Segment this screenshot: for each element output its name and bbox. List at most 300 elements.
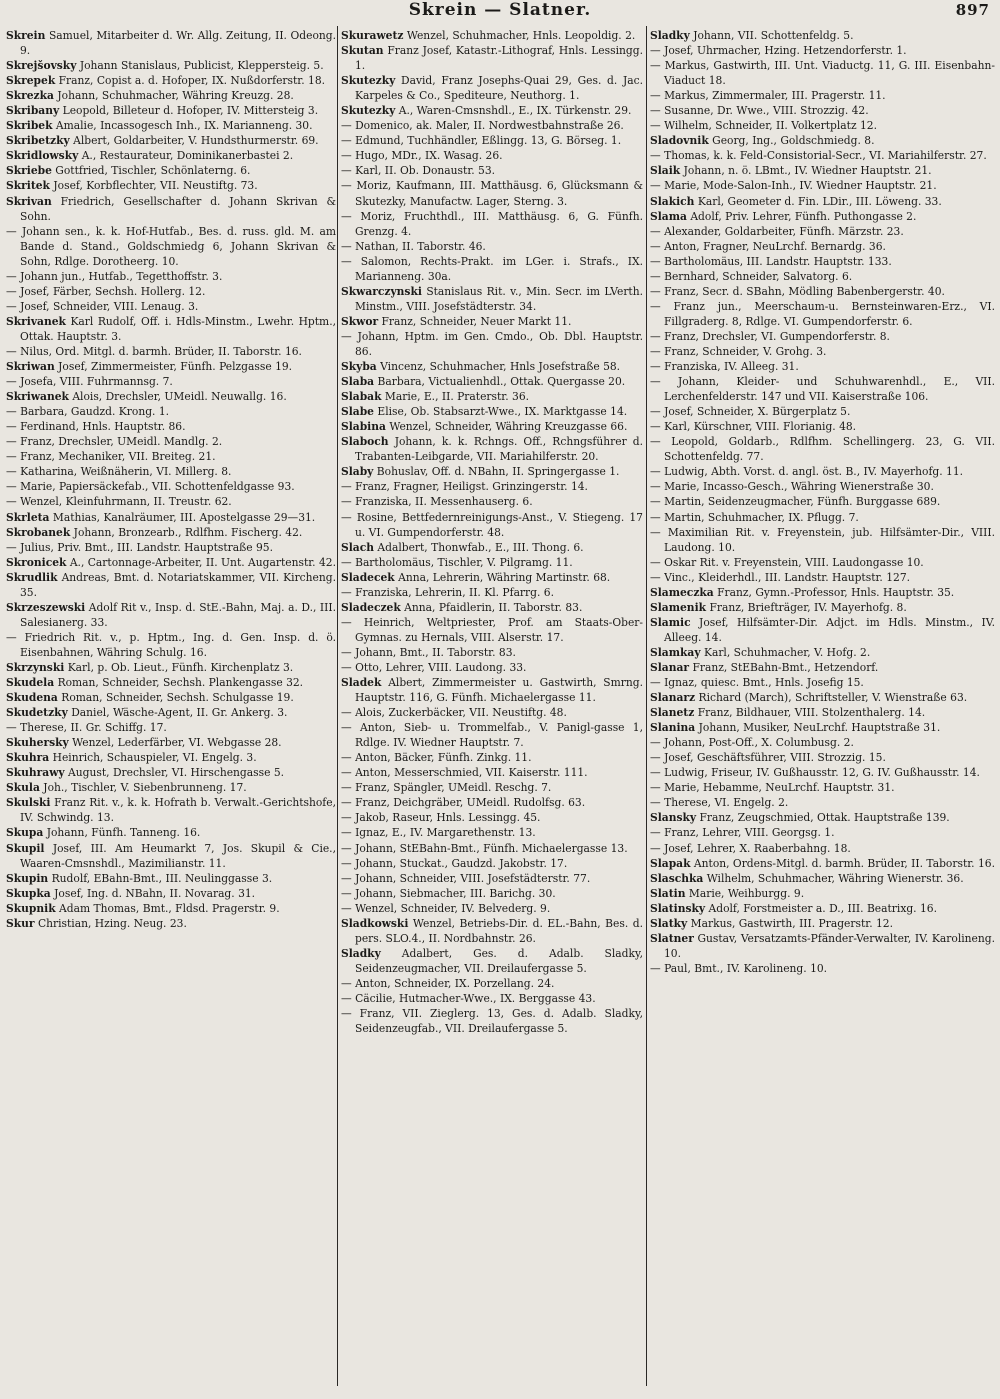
directory-entry [341,103,643,118]
directory-entry [650,570,995,585]
entry-details: Karl, Schuhmacher, V. Hofg. 2. [703,645,871,659]
directory-entry [341,239,643,254]
entry-details: — Bartholomäus, Tischler, V. Pilgramg. 11. [341,555,573,569]
entry-details: Franz, Zeugschmied, Ottak. Hauptstraße 139. [699,811,950,825]
entry-details: — Friedrich Rit. v., p. Hptm., Ing. d. Gen. Insp. d. ö. Eisenbahnen, Währing Schulg. 16. [6,630,336,659]
entry-details: Franz Josef, Katastr.-Lithograf, Hnls. Lessingg. 1. [355,44,643,73]
entry-details: Christian, Hzing. Neug. 23. [37,916,187,930]
directory-entry [650,886,995,901]
directory-entry [341,254,643,284]
entry-surname: Skrein [6,29,46,42]
directory-entry [6,871,336,886]
entry-details: Richard (March), Schriftsteller, V. Wienstraße 63. [698,691,968,705]
directory-entry [6,58,336,73]
directory-entry [650,329,995,344]
entry-surname: Skriebe [6,164,52,178]
entry-details: — Marie, Hebamme, NeuLrchf. Hauptstr. 31. [650,781,895,795]
entry-surname: Slama [650,209,687,223]
entry-details: Franz, StEBahn-Bmt., Hetzendorf. [692,660,879,674]
entry-details: — Franz, Mechaniker, VII. Breiteg. 21. [6,450,216,464]
directory-entry [341,464,643,479]
directory-entry [6,555,336,570]
directory-entry [6,118,336,133]
directory-entry [6,314,336,344]
entry-surname: Skuhrawy [6,766,65,780]
entry-surname: Slatky [650,916,688,930]
entry-surname: Skula [6,781,40,795]
directory-entry [6,434,336,449]
directory-entry [650,299,995,329]
entry-details: Bohuslav, Off. d. NBahn, II. Springergasse 1. [376,465,620,479]
directory-entry [650,615,995,645]
directory-entry [341,434,643,464]
entry-surname: Skudetzky [6,706,68,720]
entry-details: Adolf Rit v., Insp. d. StE.-Bahn, Maj. a. D., III. Salesianerg. 33. [20,600,336,629]
directory-entry [341,178,643,208]
entry-details: — Thomas, k. k. Feld-Consistorial-Secr., VI. Mariahilferstr. 27. [650,149,987,163]
directory-entry [6,88,336,103]
directory-entry [650,735,995,750]
entry-surname: Slaby [341,465,374,479]
entry-details: Johann, VII. Schottenfeldg. 5. [693,29,854,42]
directory-entry [650,163,995,178]
entry-details: — Anton, Bäcker, Fünfh. Zinkg. 11. [341,751,532,765]
entry-details: — Johann, Kleider- und Schuhwarenhdl., E., VII. Lerchenfelderstr. 147 und VII. Kaiserstraße 106. [650,375,995,404]
directory-entry [341,28,643,43]
directory-entry [650,404,995,419]
directory-entry [341,810,643,825]
entry-surname: Slanetz [650,706,695,720]
entry-surname: Skribetzky [6,134,70,148]
entry-details: Johann, Bronzearb., Rdlfhm. Fischerg. 42. [73,525,303,539]
directory-entry [341,991,643,1006]
entry-details: Johann Stanislaus, Publicist, Kleppersteig. 5. [79,59,324,73]
entry-details: — Anton, Messerschmied, VII. Kaiserstr. 111. [341,766,588,780]
entry-details: — Marie, Papiersäckefab., VII. Schottenfeldgasse 93. [6,480,295,494]
entry-details: — Moriz, Fruchthdl., III. Matthäusg. 6, G. Fünfh. Grenzg. 4. [341,209,643,238]
entry-surname: Skyba [341,360,377,374]
entry-details: Anna, Lehrerin, Währing Martinstr. 68. [398,570,611,584]
entry-surname: Slamkay [650,645,701,659]
directory-entry [341,479,643,494]
entry-surname: Skrejšovsky [6,59,77,73]
entry-details: — Jakob, Raseur, Hnls. Lessingg. 45. [341,811,541,825]
directory-entry [650,103,995,118]
directory-entry [341,314,643,329]
entry-details: Josef, Ing. d. NBahn, II. Novarag. 31. [54,886,256,900]
entry-details: Marie, E., II. Praterstr. 36. [384,390,530,404]
entry-details: Elise, Ob. Stabsarzt-Wwe., IX. Marktgasse 14. [377,405,628,419]
entry-details: — Josef, Lehrer, X. Raaberbahng. 18. [650,841,851,855]
entry-details: Adalbert, Thonwfab., E., III. Thong. 6. [377,540,584,554]
entry-details: — Nathan, II. Taborstr. 46. [341,239,486,253]
directory-entry [341,510,643,540]
directory-entry [650,224,995,239]
directory-entry [341,284,643,314]
entry-surname: Skrzeszewski [6,600,86,614]
directory-entry [341,871,643,886]
directory-entry [650,585,995,600]
entry-details: — Franz jun., Meerschaum-u. Bernsteinwaren-Erz., VI. Fillgraderg. 8, Rdlge. VI. Gumpendorferstr. 6. [650,299,995,328]
column-rule [646,26,647,1386]
directory-entry [650,510,995,525]
entry-surname: Skudena [6,691,58,705]
entry-surname: Skriwan [6,360,55,374]
directory-entry [6,419,336,434]
entry-details: — Johann, Schneider, VIII. Josefstädterstr. 77. [341,871,591,885]
entry-details: — Wenzel, Schneider, IV. Belvederg. 9. [341,901,551,915]
directory-entry [6,705,336,720]
directory-entry [6,690,336,705]
directory-entry [341,976,643,991]
entry-details: — Ignaz, quiesc. Bmt., Hnls. Josefig 15. [650,676,864,690]
entry-surname: Slaboch [341,435,389,449]
directory-entry [341,148,643,163]
entry-details: August, Drechsler, VI. Hirschengasse 5. [68,766,285,780]
directory-entry [650,254,995,269]
entry-details: Franz, Briefträger, IV. Mayerhofg. 8. [709,600,907,614]
entry-details: Wenzel, Schneider, Währing Kreuzgasse 66. [389,420,628,434]
entry-details: — Franz, Secr. d. SBahn, Mödling Babenbergerstr. 40. [650,284,945,298]
entry-surname: Skrivan [6,194,52,208]
entry-surname: Skrleta [6,510,50,524]
directory-entry [650,434,995,464]
page-number: 897 [955,1,990,19]
entry-details: Joh., Tischler, V. Siebenbrunneng. 17. [43,781,247,795]
directory-entry [650,344,995,359]
directory-entry [341,163,643,178]
directory-entry [341,540,643,555]
entry-surname: Skuhra [6,751,50,765]
directory-column-3 [650,28,995,1392]
directory-entry [650,750,995,765]
directory-entry [6,600,336,630]
entry-details: — Ludwig, Friseur, IV. Gußhausstr. 12, G. IV. Gußhausstr. 14. [650,766,980,780]
directory-entry [6,886,336,901]
entry-details: — Johann sen., k. k. Hof-Hutfab., Bes. d. russ. gld. M. am Bande d. Stand., Goldschmiedg 6, Johann Skrivan & Sohn, Rdlge. Dorotheerg. 10. [6,224,336,268]
entry-details: A., Cartonnage-Arbeiter, II. Unt. Augartenstr. 42. [69,555,336,569]
directory-entry [650,780,995,795]
directory-entry [650,765,995,780]
entry-details: — Franz, Drechsler, VI. Gumpendorferstr. 8. [650,329,890,343]
directory-entry [650,479,995,494]
entry-details: Roman, Schneider, Sechsh. Schulgasse 19. [61,691,294,705]
directory-entry [650,901,995,916]
directory-entry [6,449,336,464]
entry-surname: Skrzynski [6,660,65,674]
directory-entry [341,374,643,389]
entry-details: — Josef, Uhrmacher, Hzing. Hetzendorferstr. 1. [650,44,907,58]
directory-entry [6,344,336,359]
directory-entry [650,209,995,224]
directory-entry [341,494,643,509]
entry-details: — Nilus, Ord. Mitgl. d. barmh. Brüder, II. Taborstr. 16. [6,344,302,358]
entry-details: Barbara, Victualienhdl., Ottak. Quergasse 20. [377,375,626,389]
entry-surname: Skridlowsky [6,149,79,163]
entry-surname: Slabina [341,420,386,434]
entry-details: Josef, Korbflechter, VII. Neustiftg. 73. [53,179,258,193]
directory-entry [341,795,643,810]
entry-surname: Skupin [6,871,49,885]
entry-details: — Wenzel, Kleinfuhrmann, II. Treustr. 62. [6,495,232,509]
directory-entry [6,299,336,314]
directory-entry [650,645,995,660]
entry-details: — Martin, Seidenzeugmacher, Fünfh. Burggasse 689. [650,495,941,509]
directory-entry [650,374,995,404]
entry-surname: Skulski [6,796,51,810]
entry-details: — Franz, Fragner, Heiligst. Grinzingerstr. 14. [341,480,588,494]
directory-entry [650,133,995,148]
entry-details: — Johann, Bmt., II. Taborstr. 83. [341,645,516,659]
directory-entry [341,660,643,675]
entry-details: Josef, III. Am Heumarkt 7, Jos. Skupil & Cie., Waaren-Cmsnshdl., Mazimilianstr. 11. [20,841,336,870]
directory-entry [650,359,995,374]
directory-entry [6,133,336,148]
entry-details: — Alois, Zuckerbäcker, VII. Neustiftg. 48. [341,706,567,720]
entry-details: Josef, Hilfsämter-Dir. Adjct. im Hdls. Minstm., IV. Alleeg. 14. [664,615,995,644]
entry-details: — Katharina, Weißnäherin, VI. Millerg. 8. [6,465,232,479]
directory-entry [341,133,643,148]
entry-surname: Skriwanek [6,390,69,404]
entry-details: — Karl, Kürschner, VIII. Florianig. 48. [650,420,857,434]
directory-entry [6,269,336,284]
entry-details: Franz Rit. v., k. k. Hofrath b. Verwalt.-Gerichtshofe, IV. Schwindg. 13. [20,796,336,825]
entry-surname: Slach [341,540,374,554]
entry-details: — Josefa, VIII. Fuhrmannsg. 7. [6,375,173,389]
entry-details: — Bartholomäus, III. Landstr. Hauptstr. 133. [650,254,892,268]
directory-entry [650,178,995,193]
entry-details: — Karl, II. Ob. Donaustr. 53. [341,164,496,178]
entry-details: Franz, Gymn.-Professor, Hnls. Hauptstr. 35. [717,585,955,599]
entry-surname: Slamic [650,615,691,629]
entry-details: — Marie, Incasso-Gesch., Währing Wienerstraße 30. [650,480,934,494]
entry-surname: Skupil [6,841,45,855]
entry-surname: Slabe [341,405,374,419]
entry-details: Gustav, Versatzamts-Pfänder-Verwalter, IV. Karolineng. 10. [664,931,995,960]
directory-entry [650,28,995,43]
entry-surname: Slakich [650,194,695,208]
directory-entry [650,705,995,720]
entry-details: Heinrich, Schauspieler, VI. Engelg. 3. [52,751,257,765]
entry-details: — Paul, Bmt., IV. Karolineng. 10. [650,961,828,975]
entry-surname: Sladek [341,676,382,690]
entry-details: David, Franz Josephs-Quai 29, Ges. d. Jac. Karpeles & Co., Spediteure, Neuthorg. 1. [355,74,643,103]
directory-entry [341,570,643,585]
directory-entry [6,825,336,840]
directory-entry [650,675,995,690]
directory-entry [341,825,643,840]
entry-surname: Slanar [650,660,690,674]
entry-details: — Cäcilie, Hutmacher-Wwe., IX. Berggasse 43. [341,992,596,1005]
directory-entry [650,871,995,886]
directory-entry [341,615,643,645]
entry-details: Karl, p. Ob. Lieut., Fünfh. Kirchenplatz 3. [67,660,294,674]
entry-details: — Anton, Fragner, NeuLrchf. Bernardg. 36. [650,239,886,253]
directory-entry [341,946,643,976]
entry-details: — Anton, Schneider, IX. Porzellang. 24. [341,976,555,990]
entry-surname: Skrezka [6,89,54,103]
entry-details: — Johann, Hptm. im Gen. Cmdo., Ob. Dbl. Hauptstr. 86. [341,329,643,358]
entry-details: — Therese, VI. Engelg. 2. [650,796,789,810]
entry-surname: Slabak [341,390,382,404]
directory-entry [6,148,336,163]
page-header [0,0,1000,24]
entry-details: Karl, Geometer d. Fin. LDir., III. Löweng. 33. [697,194,942,208]
entry-details: — Therese, II. Gr. Schiffg. 17. [6,721,167,735]
entry-details: — Oskar Rit. v. Freyenstein, VIII. Laudongasse 10. [650,555,924,569]
entry-surname: Slapak [650,856,691,870]
directory-entry [650,555,995,570]
directory-entry [650,931,995,961]
entry-details: A., Restaurateur, Dominikanerbastei 2. [81,149,294,163]
entry-details: — Moriz, Kaufmann, III. Matthäusg. 6, Glücksmann & Skutezky, Manufactw. Lager, Sterng. 3. [341,179,643,208]
entry-details: Adolf, Forstmeister a. D., III. Beatrixg. 16. [708,901,937,915]
entry-details: Franz, Bildhauer, VIII. Stolzenthalerg. 14. [697,706,926,720]
entry-details: Franz, Schneider, Neuer Markt 11. [381,314,572,328]
directory-entry [6,841,336,871]
entry-surname: Skuhersky [6,736,69,750]
directory-entry [341,389,643,404]
directory-entry [650,690,995,705]
entry-surname: Skutezky [341,104,396,118]
directory-entry [341,765,643,780]
directory-entry [650,284,995,299]
directory-entry [341,750,643,765]
entry-details: Daniel, Wäsche-Agent, II. Gr. Ankerg. 3. [71,706,288,720]
entry-surname: Sladovnik [650,134,709,148]
directory-entry [650,825,995,840]
entry-details: Johann, Musiker, NeuLrchf. Hauptstraße 31. [698,721,941,735]
entry-details: — Franz, Schneider, V. Grohg. 3. [650,344,827,358]
entry-details: — Johann jun., Hutfab., Tegetthoffstr. 3. [6,269,223,283]
entry-details: — Johann, Post-Off., X. Columbusg. 2. [650,736,854,750]
entry-details: — Ignaz, E., IV. Margarethenstr. 13. [341,826,536,840]
entry-details: Andreas, Bmt. d. Notariatskammer, VII. Kircheng. 35. [20,570,336,599]
directory-entry [341,705,643,720]
directory-entry [650,600,995,615]
entry-details: — Leopold, Goldarb., Rdlfhm. Schellingerg. 23, G. VII. Schottenfeldg. 77. [650,435,995,464]
entry-surname: Sladky [650,29,690,42]
directory-entry [341,585,643,600]
entry-details: — Salomon, Rechts-Prakt. im LGer. i. Strafs., IX. Marianneng. 30a. [341,254,643,283]
directory-entry [650,494,995,509]
entry-details: — Anton, Sieb- u. Trommelfab., V. Panigl-gasse 1, Rdlge. IV. Wiedner Hauptstr. 7. [341,721,643,750]
entry-surname: Slameczka [650,585,714,599]
entry-details: — Ludwig, Abth. Vorst. d. angl. öst. B., IV. Mayerhofg. 11. [650,465,964,479]
directory-entry [650,194,995,209]
entry-surname: Sladecek [341,570,395,584]
directory-entry [341,886,643,901]
directory-entry [6,630,336,660]
directory-entry [6,540,336,555]
directory-entry [650,43,995,58]
entry-details: — Wilhelm, Schneider, II. Volkertplatz 12. [650,119,877,133]
entry-surname: Skudela [6,676,55,690]
directory-entry [341,404,643,419]
directory-entry [341,600,643,615]
entry-details: — Susanne, Dr. Wwe., VIII. Strozzig. 42. [650,104,869,118]
directory-entry [650,419,995,434]
directory-entry [341,856,643,871]
entry-details: — Josef, Schneider, X. Bürgerplatz 5. [650,405,851,419]
entry-details: Georg, Ing., Goldschmiedg. 8. [712,134,875,148]
entry-details: — Johann, Stuckat., Gaudzd. Jakobstr. 17. [341,856,568,870]
entry-details: Rudolf, EBahn-Bmt., III. Neulinggasse 3. [51,871,273,885]
entry-details: — Alexander, Goldarbeiter, Fünfh. Märzstr. 23. [650,224,904,238]
entry-details: — Markus, Gastwirth, III. Unt. Viaductg. 11, G. III. Eisenbahn-Viaduct 18. [650,59,995,88]
directory-entry [650,856,995,871]
entry-details: Anna, Pfaidlerin, II. Taborstr. 83. [404,600,583,614]
directory-entry [650,720,995,735]
directory-entry [650,118,995,133]
directory-entry [341,780,643,795]
entry-surname: Skur [6,916,35,930]
directory-entry [650,464,995,479]
directory-entry [650,660,995,675]
entry-details: Gottfried, Tischler, Schönlaterng. 6. [55,164,251,178]
entry-surname: Skutezky [341,74,396,88]
directory-entry [341,73,643,103]
directory-entry [341,645,643,660]
directory-entry [6,374,336,389]
directory-entry [650,88,995,103]
directory-entry [650,525,995,555]
entry-details: Johann, Schuhmacher, Währing Kreuzg. 28. [57,89,294,103]
entry-details: — Heinrich, Weltpriester, Prof. am Staats-Ober-Gymnas. zu Hernals, VIII. Alserstr. 17. [341,615,643,644]
entry-details: Johann, Fünfh. Tanneng. 16. [46,826,201,840]
entry-details: Vincenz, Schuhmacher, Hnls Josefstraße 58. [380,360,621,374]
directory-entry [341,901,643,916]
entry-surname: Slatin [650,886,686,900]
directory-entry [6,494,336,509]
entry-details: Wenzel, Schuhmacher, Hnls. Leopoldig. 2. [406,29,636,42]
entry-details: Markus, Gastwirth, III. Pragerstr. 12. [690,916,893,930]
directory-entry [6,178,336,193]
entry-surname: Slanina [650,721,696,735]
directory-entry [6,916,336,931]
directory-entry [6,359,336,374]
entry-surname: Slaschka [650,871,704,885]
directory-entry [341,209,643,239]
entry-surname: Skupa [6,826,44,840]
entry-surname: Skritek [6,179,50,193]
entry-details: — Edmund, Tuchhändler, Eßlingg. 13, G. Börseg. 1. [341,134,622,148]
entry-details: Johann, n. ö. LBmt., IV. Wiedner Hauptstr. 21. [683,164,932,178]
entry-details: Roman, Schneider, Sechsh. Plankengasse 32. [57,676,304,690]
directory-entry [6,464,336,479]
entry-surname: Skupka [6,886,51,900]
entry-details: — Martin, Schuhmacher, IX. Pflugg. 7. [650,510,859,524]
directory-entry [6,103,336,118]
entry-details: Franz, Copist a. d. Hofoper, IX. Nußdorferstr. 18. [58,74,326,88]
directory-entry [6,284,336,299]
entry-surname: Skronicek [6,555,67,569]
directory-entry [6,901,336,916]
entry-details: Samuel, Mitarbeiter d. Wr. Allg. Zeitung, II. Odeong. 9. [20,29,336,58]
directory-entry [341,555,643,570]
entry-details: — Hugo, MDr., IX. Wasag. 26. [341,149,503,163]
directory-entry [341,841,643,856]
directory-entry [650,841,995,856]
entry-details: — Domenico, ak. Maler, II. Nordwestbahnstraße 26. [341,119,624,133]
entry-details: Adam Thomas, Bmt., Fldsd. Pragerstr. 9. [59,901,280,915]
directory-entry [650,795,995,810]
entry-details: Adolf, Priv. Lehrer, Fünfh. Puthongasse 2. [690,209,917,223]
entry-surname: Skrobanek [6,525,71,539]
entry-surname: Slaba [341,375,375,389]
running-title: Skrein — Slatner. [408,0,592,20]
entry-surname: Skrepek [6,74,56,88]
